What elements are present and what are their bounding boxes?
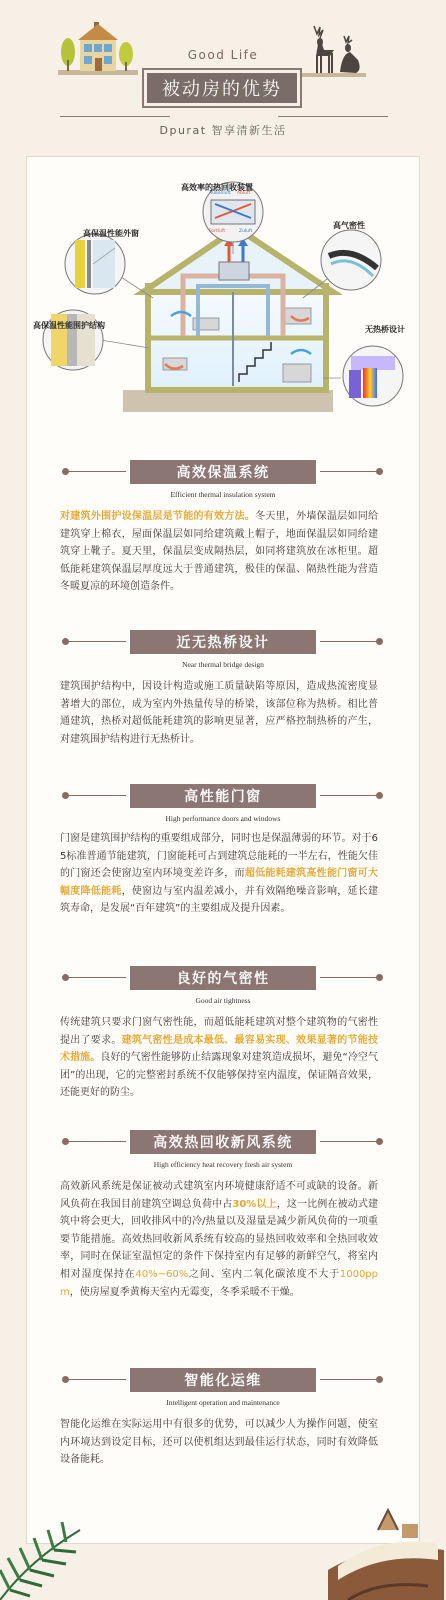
highlight-text: 超低能耗建筑高性能门窗可大幅度降低能耗 [60,868,379,897]
section-heading-insulation [26,460,420,484]
body-text: 良好的气密性能够防止结露现象对建筑造成损坏，避免“冷空气团”的出现，它的完整密封系统不仅能够保持室内温度，保证隔音效果，还能更好的防尘。 [60,1052,379,1099]
section-subtitle-en: Near thermal bridge design [182,660,264,669]
title-frame [142,68,302,108]
body-text: 冬天里，外墙保温层如同给建筑穿上棉衣，屋面保温层如同给建筑戴上帽子，地面保温层如同给建筑穿上靴子。夏天里，保温层变成隔热层，如同将建筑放在冰柜里。超低能耗建筑保温层厚度远大于普通建筑，极佳的保温、隔热性能为营造冬暖夏凉的环境创造条件。 [60,511,379,593]
body-text: 门窗是建筑围护结构的重要组成部分，同时也是保温薄弱的环节。对于65标准普通节能建筑，门窗能耗可占到建筑总能耗的一半左右，性能欠佳的门窗还会使窗边室内环境变差许多，而 [60,833,378,880]
section-heading-windows [26,784,420,808]
section-title: 近无热桥设计 [130,630,316,654]
body-text: 传统建筑只要求门窗气密性能，而超低能耗建筑对整个建筑物的气密性提出了要求。 [60,1017,378,1046]
section-subtitle-en: Intelligent operation and maintenance [166,1398,280,1407]
label-no-thermal-bridge: 无热桥设计 [365,325,405,334]
section-title: 良好的气密性 [130,966,316,990]
body-text: 高效新风系统是保证被动式建筑室内环境健康舒适不可或缺的设备。新风负荷在我国目前建筑空调总负荷中占 [60,1181,378,1210]
highlight-text: 30%以上 [232,1198,277,1210]
subtitle-right-line [278,116,388,117]
section-heading-airtightness [26,966,420,990]
section-paragraph-airtightness [60,1014,378,1102]
house-illustration [58,14,138,76]
envelope-detail [43,310,103,370]
window-detail [65,234,125,294]
section-title: 智能化运维 [130,1368,316,1392]
device-label-d: Außenluft [209,191,231,196]
house-cross-section [33,168,413,418]
body-text: 智能化运维在实际运用中有很多的优势，可以减少人为操作问题，使室内环境达到设定目标，还可以使机组达到最佳运行状态，同时有效降低设备能耗。 [60,1419,378,1466]
device-label-a: Abluft [237,191,251,196]
airtight-detail [321,230,381,290]
section-paragraph-insulation [60,508,378,596]
open-book-decoration [318,1500,446,1600]
section-subtitle-en: High efficiency heat recovery fresh air system [153,1160,293,1169]
section-subtitle-en: Good air tightness [195,996,251,1005]
section-heading-thermal-bridge [26,630,420,654]
page-header [0,0,446,160]
section-title: 高效热回收新风系统 [130,1130,316,1154]
thermal-bridge-detail [343,346,403,406]
section-title: 高性能门窗 [130,784,316,808]
highlight-text: 对建筑外围护设保温层是节能的有效方法。 [60,511,256,522]
device-label-c: Fortluft [209,229,226,234]
good-life-text: Good Life [187,48,259,62]
page-title: 被动房的优势 [147,73,297,103]
section-heading-fresh-air [26,1130,420,1154]
palm-leaves-decoration [0,1500,120,1600]
section-paragraph-fresh-air [60,1178,378,1301]
label-heat-recovery: 高效率的热回收装置 [181,183,253,192]
section-subtitle-en: Efficient thermal insulation system [170,490,276,499]
subtitle-left-line [60,116,170,117]
body-text: 之间、室内二氧化碳浓度不大于 [188,1268,340,1280]
highlight-text: 建筑气密性是成本最低、最容易实现、效果显著的节能技术措施。 [60,1034,379,1064]
body-text: ，使房屋夏季黄梅天室内无霉变，冬季采暖不干燥。 [69,1286,300,1298]
label-windows: 高保温性能外窗 [83,229,139,238]
section-paragraph-windows [60,830,378,918]
body-text: 建筑围护结构中，因设计构造或施工质量缺陷等原因，造成热流密度显著增大的部位，成为室内外热量传导的桥梁，该部位称为热桥。相比普通建筑，热桥对超低能耗建筑的影响更显著，应严格控制热桥的产生，对建筑围护结构进行无热桥计。 [60,681,378,745]
body-text: ，使窗边与室内温差减小，并有效隔绝噪音影响，延长建筑寿命，是发展“百年建筑”的主要组成及提升因素。 [60,885,379,915]
passive-house-diagram [33,168,413,418]
body-text: ，这一比例在被动式建筑中将会更大，回收排风中的冷/热量以及湿量是减少新风负荷的一项重要节能措施。高效热回收新风系统有较高的显热回收效率和全热回收效率，同时在保证室温恒定的条件下保持室内有足够的新鲜空气，将室内相对湿度保持在 [60,1198,379,1280]
highlight-text: 1000ppm [60,1268,379,1298]
section-paragraph-thermal-bridge [60,678,378,748]
label-airtight: 高气密性 [333,221,365,230]
section-title: 高效保温系统 [130,460,316,484]
label-envelope: 高保温性能围护结构 [33,321,105,330]
device-label-b: Zuluft [239,229,253,234]
page-subtitle: Dpurat 智享清新生活 [159,124,287,137]
section-heading-operation [26,1368,420,1392]
section-paragraph-operation [60,1416,378,1469]
section-subtitle-en: High performance doors and windows [165,814,281,823]
highlight-text: 40%~60% [135,1268,189,1280]
